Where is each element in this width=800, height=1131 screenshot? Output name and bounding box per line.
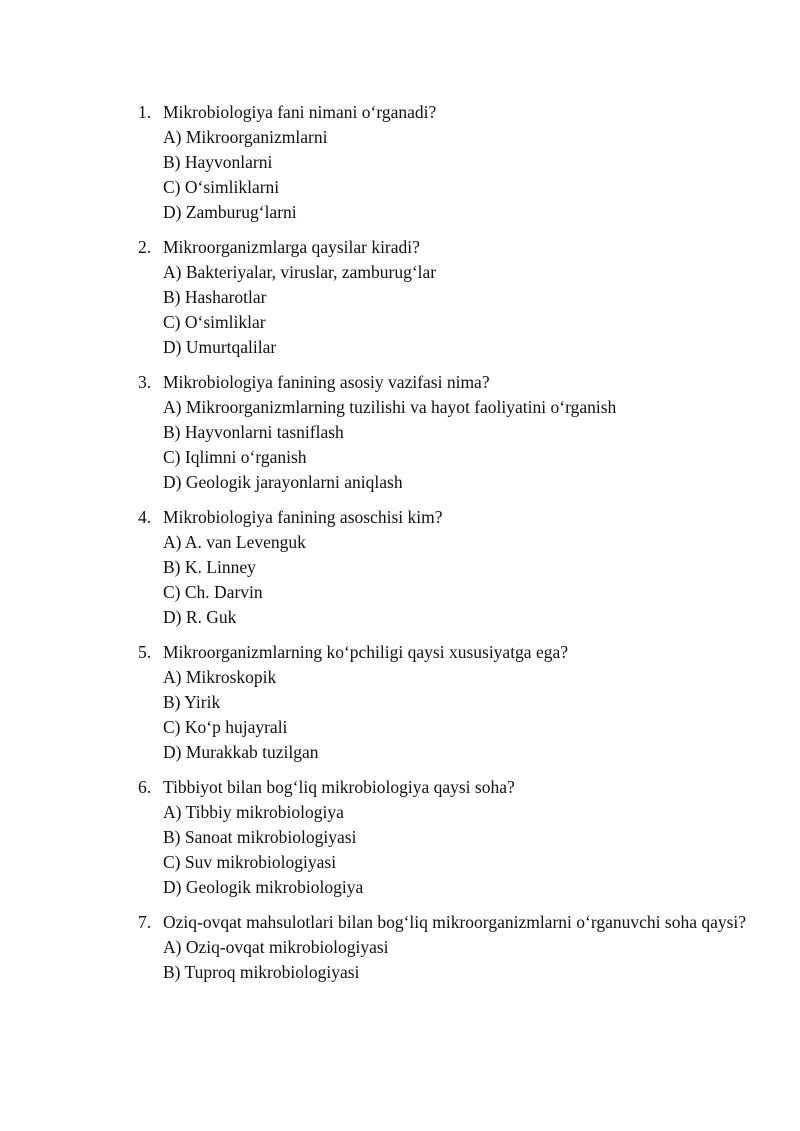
question-number: 4. xyxy=(138,507,152,527)
option-b: B) Hayvonlarni xyxy=(163,152,273,172)
option-d: D) R. Guk xyxy=(163,607,237,627)
question-header xyxy=(138,235,748,260)
question-text: Mikrobiologiya fani nimani o‘rganadi? xyxy=(163,102,437,122)
option-a: A) Mikroorganizmlarni xyxy=(163,127,328,147)
option-c: C) Ch. Darvin xyxy=(163,582,263,602)
option-b: B) K. Linney xyxy=(163,557,256,577)
question-number: 3. xyxy=(138,372,152,392)
option-b: B) Yirik xyxy=(163,692,221,712)
question-number: 6. xyxy=(138,777,152,797)
option-d: D) Geologik mikrobiologiya xyxy=(163,877,364,897)
question-header xyxy=(138,100,748,125)
question-text: Mikroorganizmlarning ko‘pchiligi qaysi xususiyatga ega? xyxy=(163,642,569,662)
option-a: A) Mikroskopik xyxy=(163,667,277,687)
option-c: C) Ko‘p hujayrali xyxy=(163,717,288,737)
question-5 xyxy=(138,640,748,765)
option-a: A) A. van Levenguk xyxy=(163,532,306,552)
question-text: Tibbiyot bilan bog‘liq mikrobiologiya qaysi soha? xyxy=(163,777,515,797)
question-number: 5. xyxy=(138,642,152,662)
option-c: C) O‘simliklar xyxy=(163,312,266,332)
question-1 xyxy=(138,100,748,225)
question-number: 1. xyxy=(138,102,152,122)
option-b: B) Hasharotlar xyxy=(163,287,267,307)
option-b: B) Tuproq mikrobiologiyasi xyxy=(163,962,360,982)
question-header xyxy=(138,370,748,395)
question-header xyxy=(138,640,748,665)
question-text: Mikrobiologiya fanining asosiy vazifasi nima? xyxy=(163,372,490,392)
option-a: A) Tibbiy mikrobiologiya xyxy=(163,802,344,822)
question-header xyxy=(138,910,748,935)
option-b: B) Hayvonlarni tasniflash xyxy=(163,422,344,442)
question-number: 7. xyxy=(138,912,152,932)
question-header xyxy=(138,775,748,800)
question-number: 2. xyxy=(138,237,152,257)
question-6 xyxy=(138,775,748,900)
option-b: B) Sanoat mikrobiologiyasi xyxy=(163,827,357,847)
option-d: D) Murakkab tuzilgan xyxy=(163,742,319,762)
option-c: C) Iqlimni o‘rganish xyxy=(163,447,307,467)
question-header xyxy=(138,505,748,530)
option-d: D) Geologik jarayonlarni aniqlash xyxy=(163,472,403,492)
question-2 xyxy=(138,235,748,360)
option-a: A) Bakteriyalar, viruslar, zamburug‘lar xyxy=(163,262,437,282)
question-3 xyxy=(138,370,748,495)
option-c: C) O‘simliklarni xyxy=(163,177,280,197)
question-7 xyxy=(138,910,748,985)
question-text: Oziq-ovqat mahsulotlari bilan bog‘liq mikroorganizmlarni o‘rganuvchi soha qaysi? xyxy=(163,912,747,932)
option-a: A) Mikroorganizmlarning tuzilishi va hayot faoliyatini o‘rganish xyxy=(163,397,617,417)
option-a: A) Oziq-ovqat mikrobiologiyasi xyxy=(163,937,389,957)
question-4 xyxy=(138,505,748,630)
option-d: D) Umurtqalilar xyxy=(163,337,277,357)
question-text: Mikrobiologiya fanining asoschisi kim? xyxy=(163,507,443,527)
option-c: C) Suv mikrobiologiyasi xyxy=(163,852,337,872)
option-d: D) Zamburug‘larni xyxy=(163,202,297,222)
question-text: Mikroorganizmlarga qaysilar kiradi? xyxy=(163,237,420,257)
